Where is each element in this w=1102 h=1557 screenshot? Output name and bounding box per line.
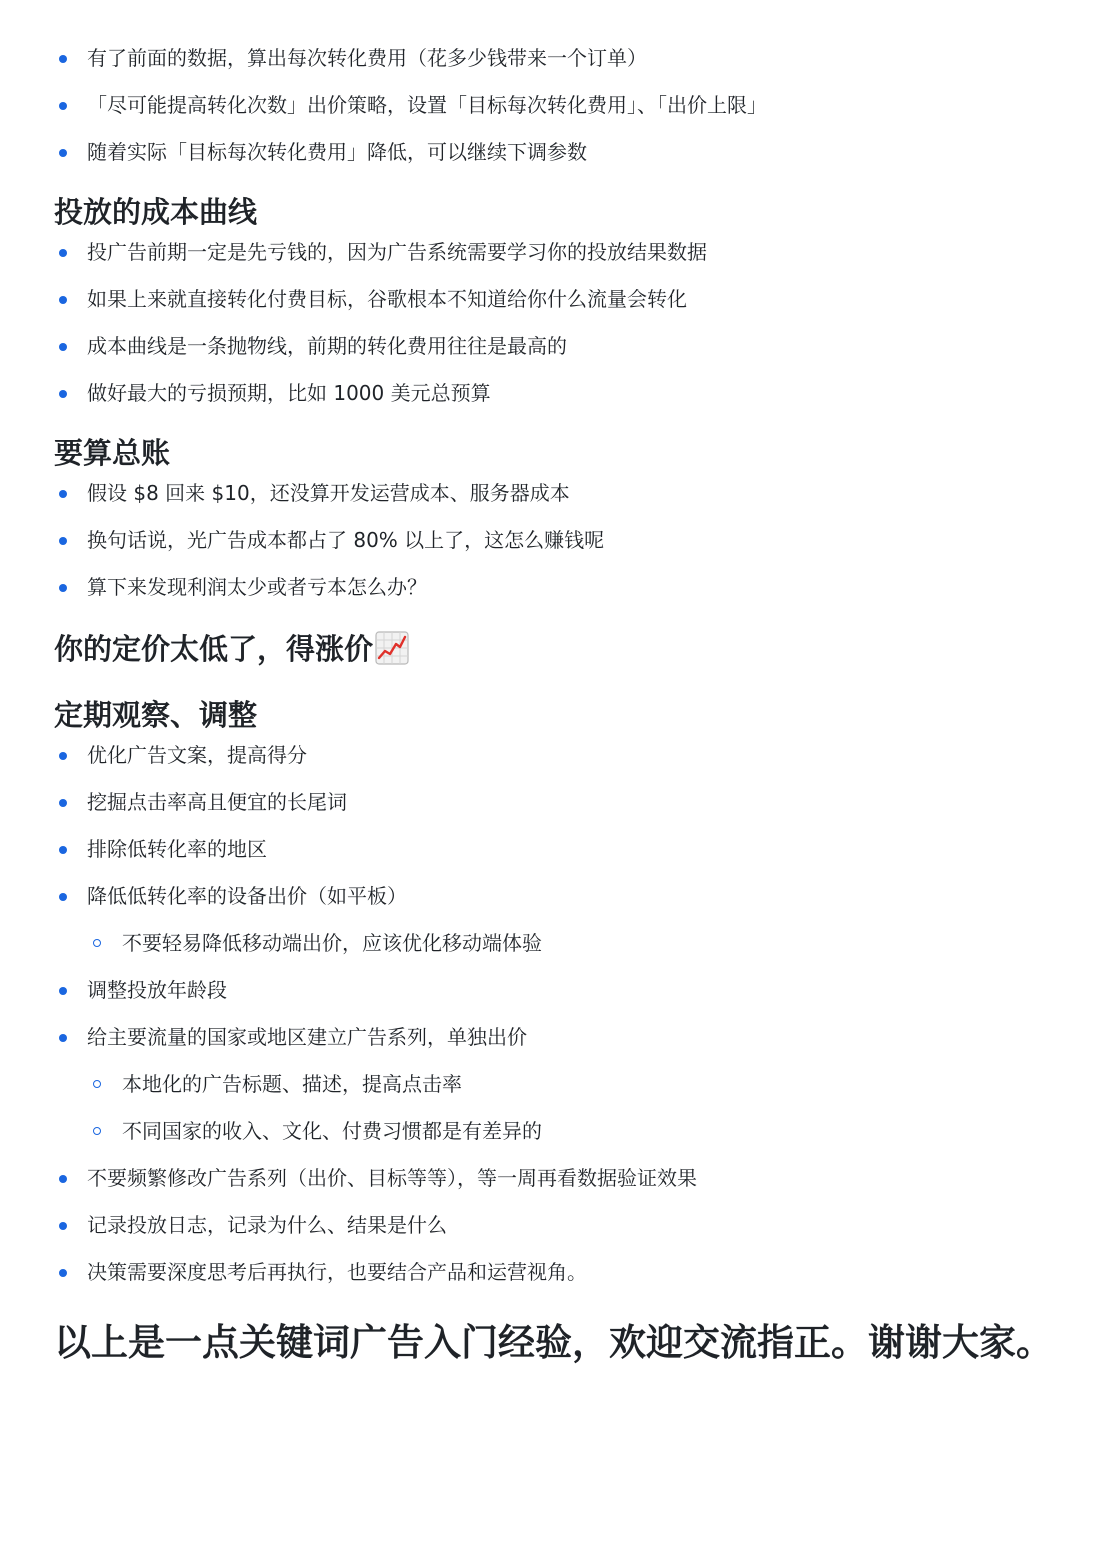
heading-total-account: 要算总账 xyxy=(54,436,171,470)
list-item-text: 降低低转化率的设备出价（如平板） xyxy=(87,884,407,908)
list-item xyxy=(54,1025,1048,1143)
list-item xyxy=(54,837,1048,861)
list-item: 随着实际「目标每次转化费用」降低，可以继续下调参数 xyxy=(54,140,1048,164)
list-item: 如果上来就直接转化付费目标，谷歌根本不知道给你什么流量会转化 xyxy=(54,287,1048,311)
chart-increasing-icon xyxy=(375,631,409,665)
sub-list-item: 本地化的广告标题、描述，提高点击率 xyxy=(87,1072,1048,1096)
list-item: 算下来发现利润太少或者亏本怎么办？ xyxy=(54,575,1048,599)
list-item: 成本曲线是一条抛物线，前期的转化费用往往是最高的 xyxy=(54,334,1048,358)
list-item: 有了前面的数据，算出每次转化费用（花多少钱带来一个订单） xyxy=(54,46,1048,70)
closing-heading: 以上是一点关键词广告入门经验，欢迎交流指正。谢谢大家。 xyxy=(54,1321,1053,1364)
list-item xyxy=(54,1213,1048,1237)
list-item-text: 调整投放年龄段 xyxy=(87,978,227,1002)
total-account-list xyxy=(54,481,1048,599)
list-item-text: 优化广告文案，提高得分 xyxy=(87,743,307,767)
cost-curve-list xyxy=(54,240,1048,405)
list-item xyxy=(54,790,1048,814)
list-item xyxy=(54,1166,1048,1190)
intro-list xyxy=(54,46,1048,164)
list-item-text: 给主要流量的国家或地区建立广告系列，单独出价 xyxy=(87,1025,527,1049)
sub-list xyxy=(87,1072,1048,1143)
list-item xyxy=(54,978,1048,1002)
list-item xyxy=(54,743,1048,767)
list-item: 投广告前期一定是先亏钱的，因为广告系统需要学习你的投放结果数据 xyxy=(54,240,1048,264)
list-item: 「尽可能提高转化次数」出价策略，设置「目标每次转化费用」、「出价上限」 xyxy=(54,93,1048,117)
heading-cost-curve: 投放的成本曲线 xyxy=(54,195,258,229)
sub-list-item: 不同国家的收入、文化、付费习惯都是有差异的 xyxy=(87,1119,1048,1143)
list-item xyxy=(54,884,1048,955)
list-item-text: 决策需要深度思考后再执行，也要结合产品和运营视角。 xyxy=(87,1260,587,1284)
list-item: 做好最大的亏损预期，比如 1000 美元总预算 xyxy=(54,381,1048,405)
list-item-text: 排除低转化率的地区 xyxy=(87,837,267,861)
heading-adjust: 定期观察、调整 xyxy=(54,698,258,732)
adjust-list xyxy=(54,743,1048,1284)
list-item-text: 记录投放日志，记录为什么、结果是什么 xyxy=(87,1213,447,1237)
heading-pricing-text: 你的定价太低了，得涨价 xyxy=(54,632,374,666)
sub-list xyxy=(87,931,1048,955)
heading-pricing xyxy=(54,631,1048,667)
list-item: 换句话说，光广告成本都占了 80% 以上了，这怎么赚钱呢 xyxy=(54,528,1048,552)
list-item xyxy=(54,1260,1048,1284)
list-item: 假设 $8 回来 $10，还没算开发运营成本、服务器成本 xyxy=(54,481,1048,505)
sub-list-item: 不要轻易降低移动端出价，应该优化移动端体验 xyxy=(87,931,1048,955)
list-item-text: 不要频繁修改广告系列（出价、目标等等），等一周再看数据验证效果 xyxy=(87,1166,697,1190)
list-item-text: 挖掘点击率高且便宜的长尾词 xyxy=(87,790,347,814)
